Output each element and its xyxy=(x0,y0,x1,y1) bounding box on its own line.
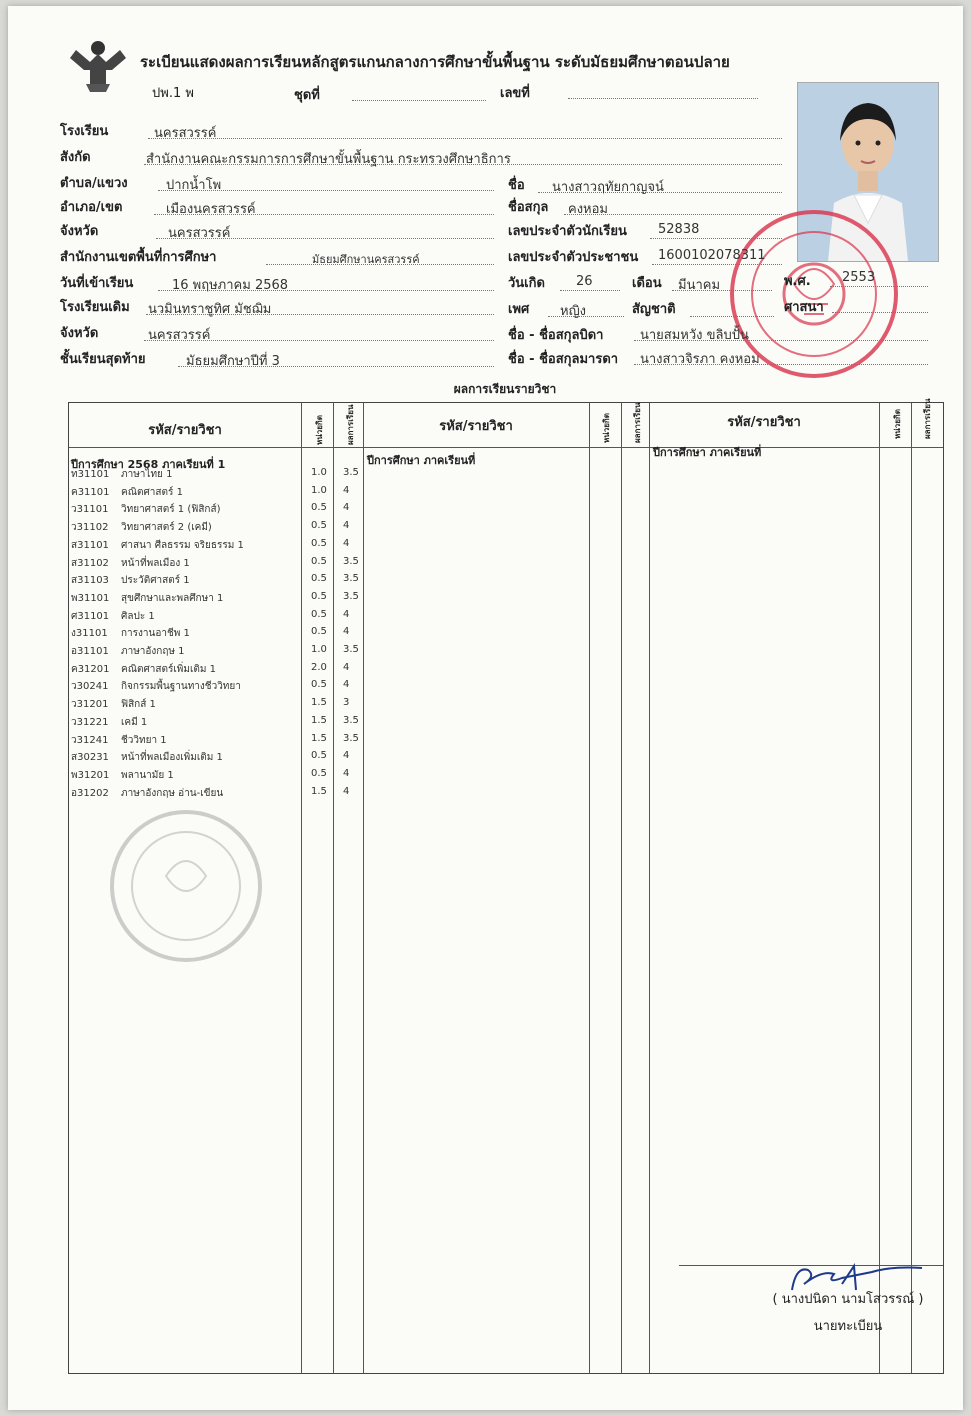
subject-name: ศิลปะ 1 xyxy=(121,611,155,622)
subject-name: ภาษาไทย 1 xyxy=(121,469,173,480)
subject-code: ศ31101 xyxy=(71,611,110,622)
subject-code: ส31103 xyxy=(71,575,109,586)
subject-credit: 0.5 xyxy=(311,679,327,690)
subject-code: ว31241 xyxy=(71,735,109,746)
subject-code: ท31101 xyxy=(71,469,110,480)
subject-grade: 4 xyxy=(343,485,350,496)
name-label: ชื่อ xyxy=(508,178,525,193)
subject-grade: 4 xyxy=(343,679,350,690)
subject-grade: 3.5 xyxy=(343,556,359,567)
faded-seal-stamp-icon xyxy=(86,806,286,966)
student-id-label: เลขประจำตัวนักเรียน xyxy=(508,224,627,239)
registrar-role: นายทะเบียน xyxy=(813,1319,883,1334)
subject-name: หน้าที่พลเมืองเพิ่มเติม 1 xyxy=(121,752,223,763)
subject-code: พ31101 xyxy=(71,593,110,604)
subject-name: กิจกรรมพื้นฐานทางชีววิทยา xyxy=(121,681,241,692)
subject-credit: 0.5 xyxy=(311,520,327,531)
subject-grade: 4 xyxy=(343,609,350,620)
col3-subject-header: รหัส/รายวิชา xyxy=(727,415,801,430)
col2-credit-header: หน่วยกิต xyxy=(602,413,611,443)
registrar-name: ( นางปนิดา นามโสวรรณ์ ) xyxy=(772,1292,924,1307)
number-label: เลขที่ xyxy=(500,86,530,101)
subject-name: ภาษาอังกฤษ 1 xyxy=(121,646,185,657)
table-header-divider xyxy=(69,447,943,448)
nationality-label: สัญชาติ xyxy=(632,302,676,317)
subject-grade: 4 xyxy=(343,768,350,779)
subject-credit: 0.5 xyxy=(311,556,327,567)
district-label: อำเภอ/เขต xyxy=(60,200,123,215)
subject-grade: 3.5 xyxy=(343,715,359,726)
religion-label: ศาสนา xyxy=(784,300,824,315)
birth-day-line xyxy=(560,290,620,291)
col1-subject-header: รหัส/รายวิชา xyxy=(148,423,222,438)
subject-grade: 3.5 xyxy=(343,644,359,655)
name-value: นางสาวฤทัยกาญจน์ xyxy=(552,180,664,195)
father-value: นายสมหวัง ขลิบปั้น xyxy=(640,328,749,343)
subject-code: ส31102 xyxy=(71,558,109,569)
col-divider xyxy=(333,403,334,1373)
subject-credit: 1.5 xyxy=(311,786,327,797)
document-title: ระเบียนแสดงผลการเรียนหลักสูตรแกนกลางการศึกษาขั้นพื้นฐาน ระดับมัธยมศึกษาตอนปลาย xyxy=(140,53,730,71)
subject-code: ว30241 xyxy=(71,681,109,692)
subject-name: เคมี 1 xyxy=(121,717,148,728)
religion-line xyxy=(832,312,928,313)
prev-school-value: นวมินทราชูทิศ มัชฌิม xyxy=(148,302,272,317)
school-line xyxy=(148,138,782,139)
col1-grade-header: ผลการเรียน xyxy=(346,404,355,445)
province-value: นครสวรรค์ xyxy=(168,226,231,241)
subject-grade: 4 xyxy=(343,750,350,761)
last-grade-value: มัธยมศึกษาปีที่ 3 xyxy=(186,354,280,369)
col-divider xyxy=(621,403,622,1373)
subject-credit: 0.5 xyxy=(311,626,327,637)
citizen-id-line xyxy=(652,264,782,265)
subject-name: ฟิสิกส์ 1 xyxy=(121,699,156,710)
document-page xyxy=(8,6,963,1410)
subdistrict-label: ตำบล/แขวง xyxy=(60,176,128,191)
number-line xyxy=(568,98,758,99)
col1-credit-header: หน่วยกิต xyxy=(315,415,324,445)
school-label: โรงเรียน xyxy=(60,124,109,139)
subject-credit: 1.5 xyxy=(311,697,327,708)
student-id-value: 52838 xyxy=(658,222,700,237)
subject-name: หน้าที่พลเมือง 1 xyxy=(121,558,190,569)
subject-name: ศาสนา ศีลธรรม จริยธรรม 1 xyxy=(121,540,244,551)
subject-credit: 0.5 xyxy=(311,609,327,620)
mother-label: ชื่อ - ชื่อสกุลมารดา xyxy=(508,352,619,367)
col2-subject-header: รหัส/รายวิชา xyxy=(439,419,513,434)
nationality-line xyxy=(690,316,774,317)
birth-month-label: เดือน xyxy=(632,276,662,291)
subject-grade: 3.5 xyxy=(343,733,359,744)
birth-year-label: พ.ศ. xyxy=(784,274,811,289)
subject-code: ว31101 xyxy=(71,504,109,515)
subject-code: ว31102 xyxy=(71,522,109,533)
subject-credit: 1.0 xyxy=(311,644,327,655)
subject-grade: 4 xyxy=(343,626,350,637)
entry-date-label: วันที่เข้าเรียน xyxy=(60,276,134,291)
subject-code: อ31101 xyxy=(71,646,109,657)
set-line xyxy=(352,100,486,101)
subject-code: ง31101 xyxy=(71,628,108,639)
garuda-emblem-icon xyxy=(66,36,130,94)
col3-semester-heading: ปีการศึกษา ภาคเรียนที่ xyxy=(653,446,762,459)
col3-grade-header: ผลการเรียน xyxy=(923,398,932,439)
subject-code: ว31201 xyxy=(71,699,109,710)
subject-name: คณิตศาสตร์ 1 xyxy=(121,487,183,498)
subject-code: ว31221 xyxy=(71,717,109,728)
area-office-label: สำนักงานเขตพื้นที่การศึกษา xyxy=(60,250,217,265)
subject-credit: 1.5 xyxy=(311,715,327,726)
surname-value: คงหอม xyxy=(568,202,608,217)
prev-province-label: จังหวัด xyxy=(60,326,99,341)
subject-grade: 3.5 xyxy=(343,573,359,584)
subject-name: วิทยาศาสตร์ 2 (เคมี) xyxy=(121,522,212,533)
col-divider xyxy=(649,403,650,1373)
subject-credit: 2.0 xyxy=(311,662,327,673)
col-divider xyxy=(879,403,880,1373)
student-id-line xyxy=(650,238,782,239)
col2-semester-heading: ปีการศึกษา ภาคเรียนที่ xyxy=(367,454,476,467)
birth-day-label: วันเกิด xyxy=(508,276,545,291)
prev-province-value: นครสวรรค์ xyxy=(148,328,211,343)
col2-grade-header: ผลการเรียน xyxy=(633,402,642,443)
subject-credit: 0.5 xyxy=(311,538,327,549)
subject-code: พ31201 xyxy=(71,770,110,781)
mother-value: นางสาวจิรภา คงหอม xyxy=(640,352,760,367)
entry-date-value: 16 พฤษภาคม 2568 xyxy=(172,278,289,293)
subject-code: ค31101 xyxy=(71,487,110,498)
col3-credit-header: หน่วยกิต xyxy=(893,409,902,439)
area-office-value: มัธยมศึกษานครสวรรค์ xyxy=(312,253,420,266)
subject-grade: 4 xyxy=(343,520,350,531)
subject-credit: 1.5 xyxy=(311,733,327,744)
subject-name: คณิตศาสตร์เพิ่มเติม 1 xyxy=(121,664,217,675)
registrar-block xyxy=(758,1268,938,1336)
subject-name: ชีววิทยา 1 xyxy=(121,735,167,746)
subject-credit: 1.0 xyxy=(311,485,327,496)
subdistrict-value: ปากน้ำโพ xyxy=(166,178,222,193)
subject-grade: 3.5 xyxy=(343,591,359,602)
prev-school-label: โรงเรียนเดิม xyxy=(60,300,130,315)
subject-credit: 1.0 xyxy=(311,467,327,478)
subject-grade: 4 xyxy=(343,786,350,797)
subject-name: การงานอาชีพ 1 xyxy=(121,628,190,639)
district-value: เมืองนครสวรรค์ xyxy=(166,202,256,217)
subject-credit: 0.5 xyxy=(311,502,327,513)
subject-name: วิทยาศาสตร์ 1 (ฟิสิกส์) xyxy=(121,504,221,515)
subject-name: ภาษาอังกฤษ อ่าน-เขียน xyxy=(121,788,224,799)
subject-grade: 4 xyxy=(343,502,350,513)
col-divider xyxy=(911,403,912,1373)
subject-code: ค31201 xyxy=(71,664,110,675)
subject-grade: 4 xyxy=(343,662,350,673)
last-grade-label: ชั้นเรียนสุดท้าย xyxy=(60,352,146,367)
col-divider xyxy=(301,403,302,1373)
subject-name: พลานามัย 1 xyxy=(121,770,174,781)
subject-name: สุขศึกษาและพลศึกษา 1 xyxy=(121,593,224,604)
birth-month-value: มีนาคม xyxy=(678,278,721,293)
subject-credit: 0.5 xyxy=(311,573,327,584)
subject-code: อ31202 xyxy=(71,788,109,799)
birth-day-value: 26 xyxy=(576,274,593,289)
province-label: จังหวัด xyxy=(60,224,99,239)
subject-grade: 3 xyxy=(343,697,350,708)
birth-year-line xyxy=(830,286,928,287)
sex-value: หญิง xyxy=(560,304,586,319)
subject-grade: 3.5 xyxy=(343,467,359,478)
subject-code: ส31101 xyxy=(71,540,109,551)
birth-year-value: 2553 xyxy=(842,270,876,285)
school-value: นครสวรรค์ xyxy=(154,126,217,141)
subject-credit: 0.5 xyxy=(311,768,327,779)
col-divider xyxy=(363,403,364,1373)
subject-credit: 0.5 xyxy=(311,750,327,761)
subject-grade: 4 xyxy=(343,538,350,549)
father-label: ชื่อ - ชื่อสกุลบิดา xyxy=(508,328,604,343)
subject-name: ประวัติศาสตร์ 1 xyxy=(121,575,190,586)
citizen-id-label: เลขประจำตัวประชาชน xyxy=(508,250,639,265)
affiliation-label: สังกัด xyxy=(60,150,91,165)
form-code: ปพ.1 พ xyxy=(152,86,194,101)
set-label: ชุดที่ xyxy=(294,88,320,103)
col1-semester-heading: ปีการศึกษา 2568 ภาคเรียนที่ 1 xyxy=(71,458,226,471)
results-heading: ผลการเรียนรายวิชา xyxy=(453,382,557,396)
affiliation-value: สำนักงานคณะกรรมการการศึกษาขั้นพื้นฐาน กระทรวงศึกษาธิการ xyxy=(146,152,511,167)
subject-code: ส30231 xyxy=(71,752,109,763)
surname-label: ชื่อสกุล xyxy=(508,200,549,215)
citizen-id-value: 1600102078311 xyxy=(658,248,766,263)
sex-label: เพศ xyxy=(508,302,530,317)
col-divider xyxy=(589,403,590,1373)
subject-credit: 0.5 xyxy=(311,591,327,602)
